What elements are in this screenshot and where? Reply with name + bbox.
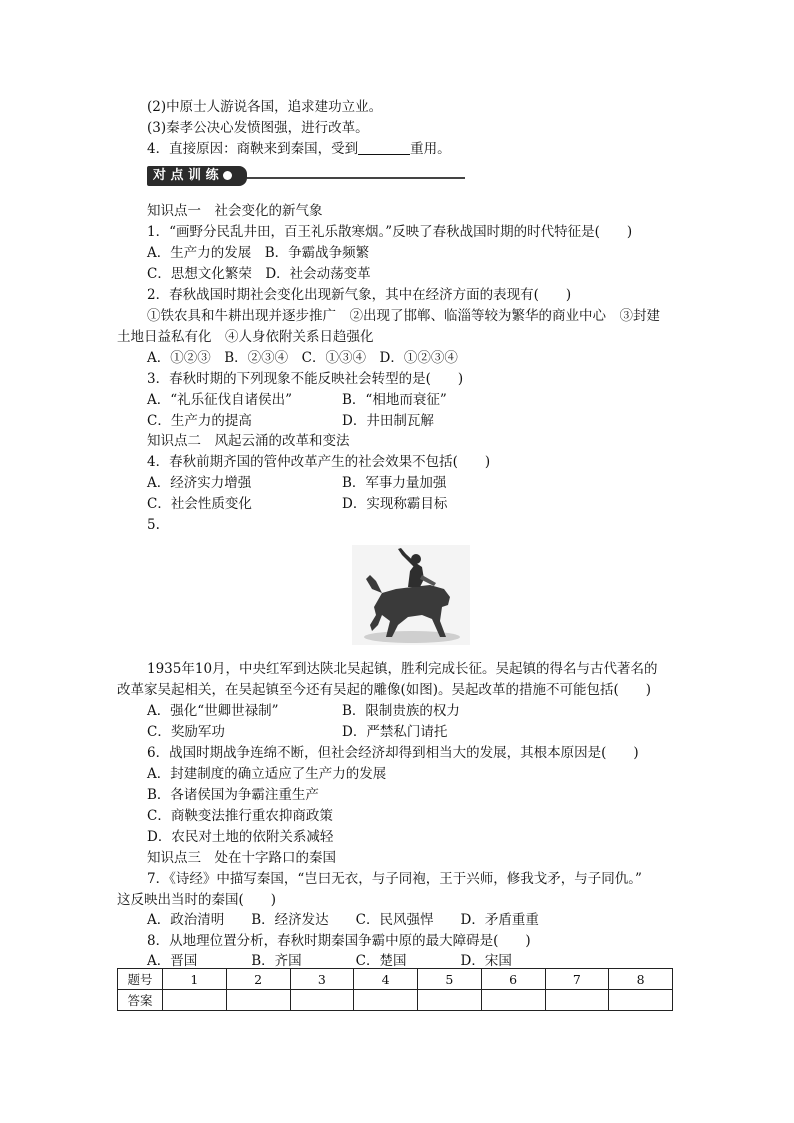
q7-stem-line-2: 这反映出当时的秦国( ) xyxy=(117,892,277,908)
q7-stem-line-1: 7．《诗经》中描写秦国，“岂曰无衣，与子同袍，王于兴师，修我戈矛，与子同仇。” xyxy=(147,871,642,887)
bullet-dot-icon xyxy=(223,171,232,180)
question-number-cell: 7 xyxy=(545,969,609,990)
q5-number: 5. xyxy=(147,517,160,533)
answer-table-number-row xyxy=(118,969,673,990)
answer-cell[interactable] xyxy=(418,990,482,1011)
answer-cell[interactable] xyxy=(163,990,227,1011)
answer-cell[interactable] xyxy=(354,990,418,1011)
fill-in-blank xyxy=(358,140,410,155)
q8-options: A．晋国 B．齐国 C．楚国 D．宋国 xyxy=(147,953,512,969)
q6-option-c: C．商鞅变法推行重农抑商政策 xyxy=(147,808,333,824)
banner-label-box xyxy=(147,166,247,186)
q6-stem: 6．战国时期战争连绵不断，但社会经济却得到相当大的发展，其根本原因是( ) xyxy=(147,745,639,761)
q5-option-d: D．严禁私门请托 xyxy=(342,724,448,740)
q2-stem: 2．春秋战国时期社会变化出现新气象，其中在经济方面的表现有( ) xyxy=(147,287,572,303)
banner-rule xyxy=(247,177,465,179)
intro-line-3-before: 4．直接原因：商鞅来到秦国，受到 xyxy=(147,141,359,157)
q5-option-a: A．强化“世卿世禄制” xyxy=(147,703,279,719)
q3-stem: 3．春秋时期的下列现象不能反映社会转型的是( ) xyxy=(147,371,464,387)
q3-option-b: B．“相地而衰征” xyxy=(342,392,447,408)
question-number-cell: 4 xyxy=(354,969,418,990)
question-number-cell: 6 xyxy=(481,969,545,990)
section-2-title: 知识点二 风起云涌的改革和变法 xyxy=(147,433,350,449)
q4-option-c: C．社会性质变化 xyxy=(147,496,252,512)
question-number-cell: 8 xyxy=(609,969,673,990)
q7-options: A．政治清明 B．经济发达 C．民风强悍 D．矛盾重重 xyxy=(147,912,539,928)
question-number-cell: 5 xyxy=(418,969,482,990)
q2-items-line-1: ①铁农具和牛耕出现并逐步推广 ②出现了邯郸、临淄等较为繁华的商业中心 ③封建 xyxy=(147,308,660,324)
q6-option-b: B．各诸侯国为争霸注重生产 xyxy=(147,787,319,803)
q4-option-d: D．实现称霸目标 xyxy=(342,496,448,512)
q2-items-line-2: 土地日益私有化 ④人身依附关系日趋强化 xyxy=(117,329,374,345)
q4-option-b: B．军事力量加强 xyxy=(342,475,447,491)
intro-line-3 xyxy=(147,139,451,159)
q1-stem: 1．“画野分民乱井田，百王礼乐散寒烟。”反映了春秋战国时期的时代特征是( ) xyxy=(147,224,633,240)
question-number-cell: 2 xyxy=(226,969,290,990)
answer-cell[interactable] xyxy=(290,990,354,1011)
q1-options-ab: A．生产力的发展 B．争霸战争频繁 xyxy=(147,245,370,261)
intro-line-2: (3)秦孝公决心发愤图强，进行改革。 xyxy=(147,120,369,136)
q6-option-a: A．封建制度的确立适应了生产力的发展 xyxy=(147,766,387,782)
q4-stem: 4．春秋前期齐国的管仲改革产生的社会效果不包括( ) xyxy=(147,454,491,470)
answer-cell[interactable] xyxy=(226,990,290,1011)
section-banner xyxy=(147,166,467,188)
row-header-question-number: 题号 xyxy=(118,969,163,990)
q5-option-c: C．奖励军功 xyxy=(147,724,225,740)
q6-option-d: D．农民对土地的依附关系减轻 xyxy=(147,829,334,845)
q3-option-d: D．井田制瓦解 xyxy=(342,413,434,429)
answer-table-answer-row xyxy=(118,990,673,1011)
answer-cell[interactable] xyxy=(609,990,673,1011)
row-header-answer: 答案 xyxy=(118,990,163,1011)
answer-table xyxy=(117,968,673,1011)
wu-qi-statue-photo xyxy=(352,545,470,645)
answer-cell[interactable] xyxy=(545,990,609,1011)
q4-option-a: A．经济实力增强 xyxy=(147,475,252,491)
q1-options-cd: C．思想文化繁荣 D．社会动荡变革 xyxy=(147,266,371,282)
answer-cell[interactable] xyxy=(481,990,545,1011)
q3-option-a: A．“礼乐征伐自诸侯出” xyxy=(147,392,293,408)
q5-stem-line-2: 改革家吴起相关，在吴起镇至今还有吴起的雕像(如图)。吴起改革的措施不可能包括( ) xyxy=(117,682,652,698)
q5-option-b: B．限制贵族的权力 xyxy=(342,703,460,719)
q2-options: A．①②③ B．②③④ C．①③④ D．①②③④ xyxy=(147,350,458,366)
section-1-title: 知识点一 社会变化的新气象 xyxy=(147,203,323,219)
intro-line-1: (2)中原士人游说各国，追求建功立业。 xyxy=(147,99,383,115)
intro-line-3-after: 重用。 xyxy=(410,141,451,157)
q5-stem-line-1: 1935年10月，中央红军到达陕北吴起镇，胜利完成长征。吴起镇的得名与古代著名的 xyxy=(147,661,658,677)
q3-option-c: C．生产力的提高 xyxy=(147,413,252,429)
section-3-title: 知识点三 处在十字路口的秦国 xyxy=(147,850,336,866)
question-number-cell: 3 xyxy=(290,969,354,990)
q8-stem: 8．从地理位置分析，春秋时期秦国争霸中原的最大障碍是( ) xyxy=(147,933,531,949)
banner-label: 对 点 训 练 xyxy=(153,168,219,183)
question-number-cell: 1 xyxy=(163,969,227,990)
